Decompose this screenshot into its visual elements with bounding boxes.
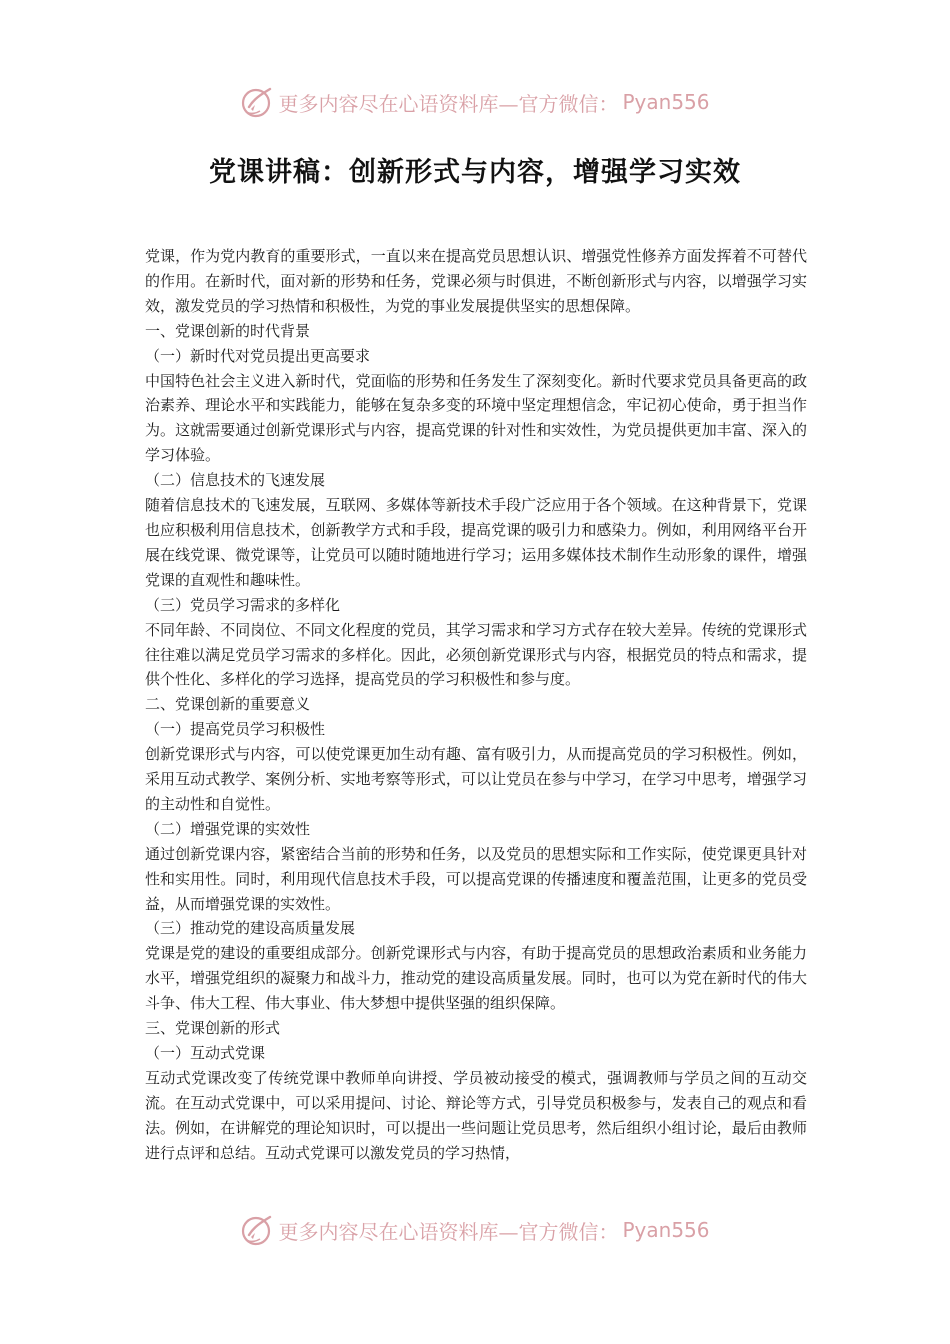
section-heading: 二、党课创新的重要意义 [145, 695, 311, 714]
subsection-heading: （一）新时代对党员提出更高要求 [145, 346, 371, 365]
subsection-heading: （二）增强党课的实效性 [145, 819, 311, 838]
footer-watermark-banner [0, 1210, 950, 1250]
pen-logo-icon [240, 85, 274, 119]
banner-text: 更多内容尽在心语资料库—官方微信： [278, 91, 619, 116]
subsection-heading: （一）提高党员学习积极性 [145, 720, 326, 739]
subsection-heading: （二）信息技术的飞速发展 [145, 471, 326, 490]
banner-text: 更多内容尽在心语资料库—官方微信： [278, 1219, 619, 1244]
body-paragraph: 不同年龄、不同岗位、不同文化程度的党员，其学习需求和学习方式存在较大差异。传统的党课形式往往难以满足党员学习需求的多样化。因此，必须创新党课形式与内容，根据党员的特点和需求，提供个性化、多样化的学习选择，提高党员的学习积极性和参与度。 [145, 620, 807, 689]
body-paragraph: 中国特色社会主义进入新时代，党面临的形势和任务发生了深刻变化。新时代要求党员具备更高的政治素养、理论水平和实践能力，能够在复杂多变的环境中坚定理想信念，牢记初心使命，勇于担当作为。这就需要通过创新党课形式与内容，提高党课的针对性和实效性，为党员提供更加丰富、深入的学习体验。 [145, 371, 807, 465]
header-watermark-banner [0, 82, 950, 122]
body-paragraph: 创新党课形式与内容，可以使党课更加生动有趣、富有吸引力，从而提高党员的学习积极性。例如，采用互动式教学、案例分析、实地考察等形式，可以让党员在参与中学习，在学习中思考，增强学习的主动性和自觉性。 [145, 745, 807, 813]
subsection-heading: （三）党员学习需求的多样化 [145, 595, 341, 614]
body-paragraph: 互动式党课改变了传统党课中教师单向讲授、学员被动接受的模式，强调教师与学员之间的互动交流。在互动式党课中，可以采用提问、讨论、辩论等方式，引导党员积极参与，发表自己的观点和看法。例如，在讲解党的理论知识时，可以提出一些问题让党员思考，然后组织小组讨论，最后由教师进行点评和总结。互动式党课可以激发党员的学习热情， [145, 1068, 807, 1162]
banner-wechat-id: Pyan556 [622, 1218, 710, 1242]
body-paragraph: 党课是党的建设的重要组成部分。创新党课形式与内容，有助于提高党员的思想政治素质和业务能力水平，增强党组织的凝聚力和战斗力，推动党的建设高质量发展。同时，也可以为党在新时代的伟大斗争、伟大工程、伟大事业、伟大梦想中提供坚强的组织保障。 [145, 944, 807, 1013]
banner-wechat-id: Pyan556 [622, 90, 710, 114]
pen-logo-icon [240, 1213, 274, 1247]
subsection-heading: （三）推动党的建设高质量发展 [145, 919, 356, 938]
body-paragraph: 通过创新党课内容，紧密结合当前的形势和任务，以及党员的思想实际和工作实际，使党课更具针对性和实用性。同时，利用现代信息技术手段，可以提高党课的传播速度和覆盖范围，让更多的党员受益，从而增强党课的实效性。 [145, 844, 807, 913]
section-heading: 一、党课创新的时代背景 [145, 321, 311, 340]
section-heading: 三、党课创新的形式 [145, 1019, 281, 1038]
document-title: 党课讲稿：创新形式与内容，增强学习实效 [209, 157, 741, 188]
body-paragraph: 随着信息技术的飞速发展，互联网、多媒体等新技术手段广泛应用于各个领域。在这种背景下，党课也应积极利用信息技术，创新教学方式和手段，提高党课的吸引力和感染力。例如，利用网络平台开展在线党课、微党课等，让党员可以随时随地进行学习；运用多媒体技术制作生动形象的课件，增强党课的直观性和趣味性。 [145, 496, 807, 589]
document-body [145, 244, 807, 1166]
subsection-heading: （一）互动式党课 [145, 1044, 266, 1062]
intro-paragraph: 党课，作为党内教育的重要形式，一直以来在提高党员思想认识、增强党性修养方面发挥着不可替代的作用。在新时代，面对新的形势和任务，党课必须与时俱进，不断创新形式与内容，以增强学习实效，激发党员的学习热情和积极性，为党的事业发展提供坚实的思想保障。 [145, 247, 807, 315]
